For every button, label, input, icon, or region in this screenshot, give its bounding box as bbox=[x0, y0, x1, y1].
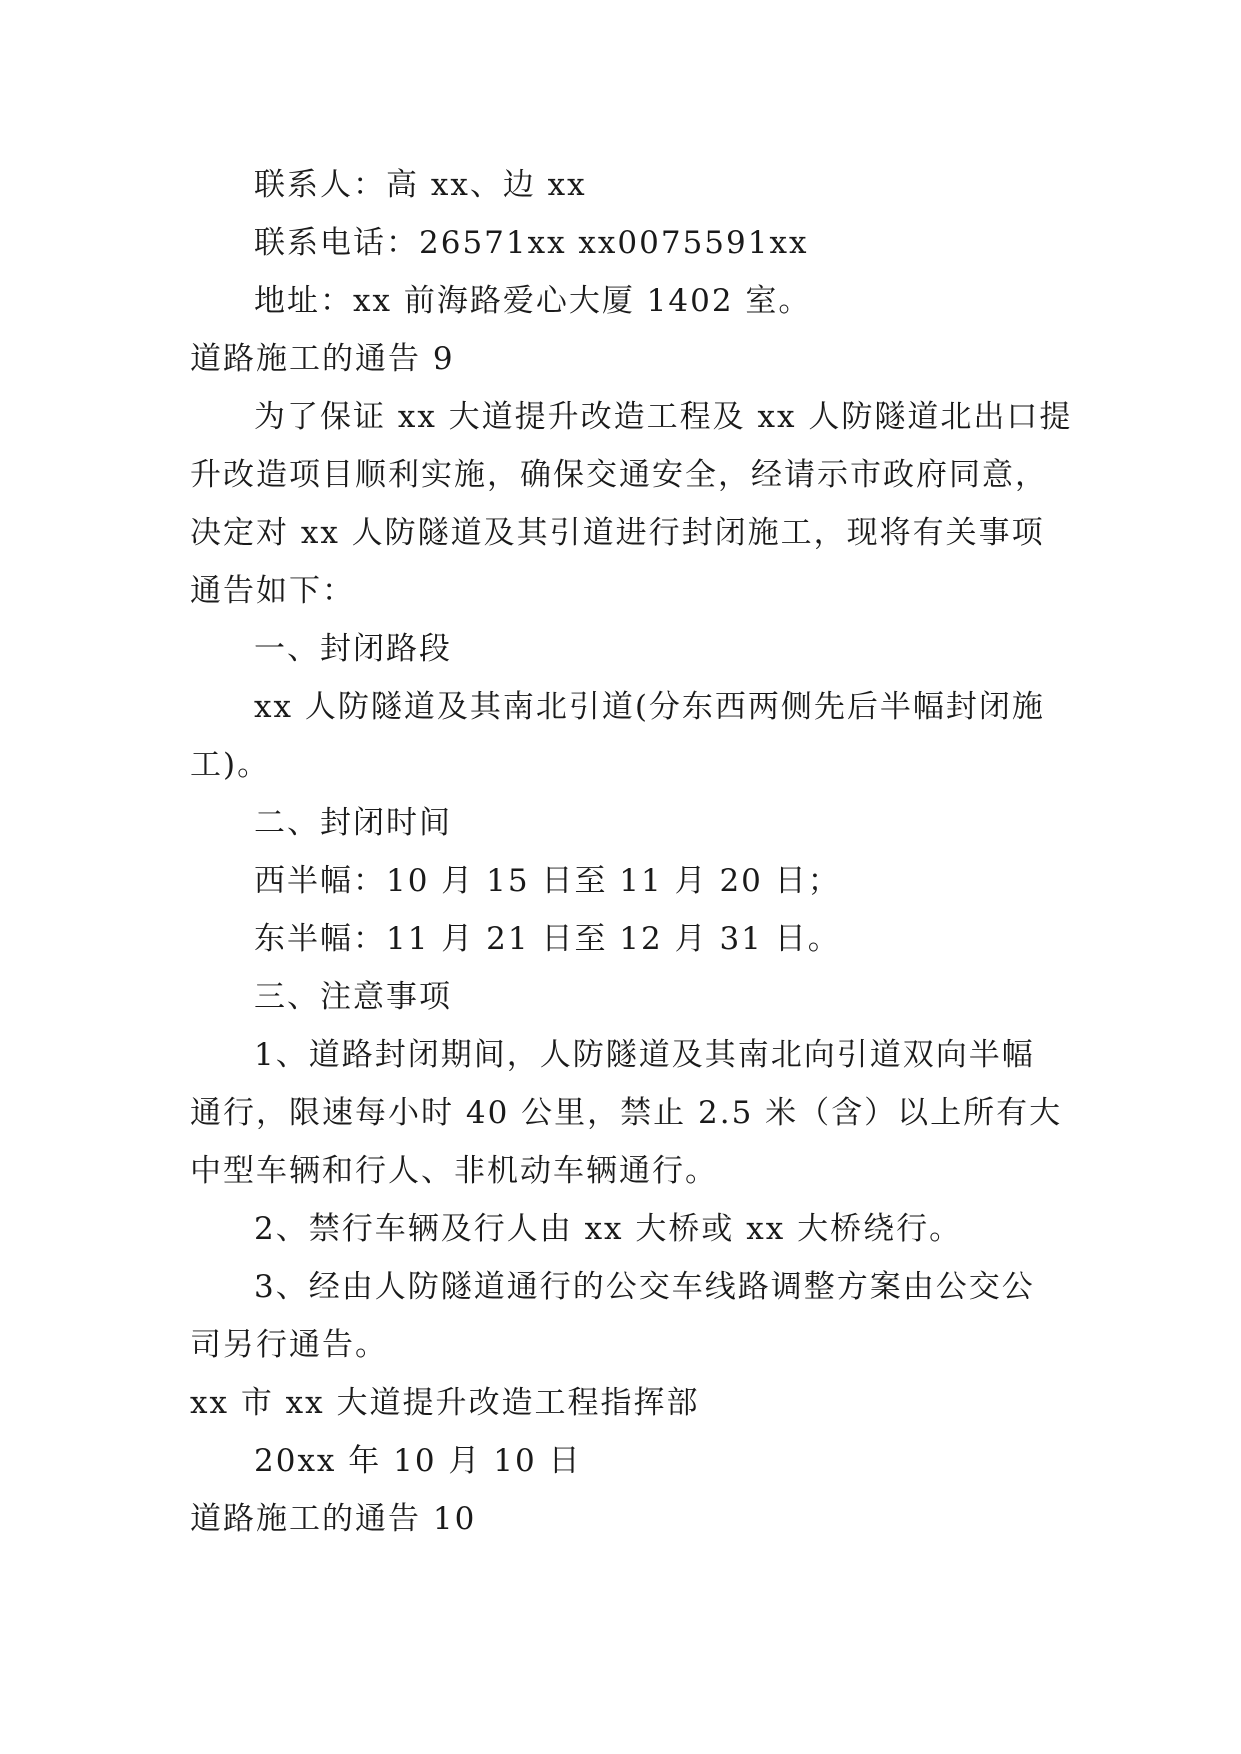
section-2-heading: 二、封闭时间 bbox=[254, 805, 452, 841]
contact-phone: 联系电话：26571xx xx0075591xx bbox=[254, 225, 809, 261]
intro-line-4: 通告如下： bbox=[190, 573, 355, 609]
item-2: 2、禁行车辆及行人由 xx 大桥或 xx 大桥绕行。 bbox=[254, 1211, 963, 1247]
item-1-line-3: 中型车辆和行人、非机动车辆通行。 bbox=[190, 1153, 718, 1189]
intro-line-2: 升改造项目顺利实施，确保交通安全，经请示市政府同意， bbox=[190, 457, 1048, 493]
section-1-heading: 一、封闭路段 bbox=[254, 631, 452, 667]
west-half-period: 西半幅：10 月 15 日至 11 月 20 日； bbox=[254, 863, 841, 899]
item-1-line-1: 1、道路封闭期间，人防隧道及其南北向引道双向半幅 bbox=[254, 1037, 1035, 1073]
intro-line-3: 决定对 xx 人防隧道及其引道进行封闭施工，现将有关事项 bbox=[190, 515, 1045, 551]
east-half-period: 东半幅：11 月 21 日至 12 月 31 日。 bbox=[254, 921, 841, 957]
notice-9-title: 道路施工的通告 9 bbox=[190, 341, 455, 377]
section-3-heading: 三、注意事项 bbox=[254, 979, 452, 1015]
contact-address: 地址：xx 前海路爱心大厦 1402 室。 bbox=[254, 283, 812, 319]
item-1-line-2: 通行，限速每小时 40 公里，禁止 2.5 米（含）以上所有大 bbox=[190, 1095, 1063, 1131]
section-1-body-line-2: 工)。 bbox=[190, 747, 271, 783]
item-3-line-1: 3、经由人防隧道通行的公交车线路调整方案由公交公 bbox=[254, 1269, 1035, 1305]
notice-10-title: 道路施工的通告 10 bbox=[190, 1501, 477, 1537]
item-3-line-2: 司另行通告。 bbox=[190, 1327, 388, 1363]
date: 20xx 年 10 月 10 日 bbox=[254, 1443, 582, 1479]
signature: xx 市 xx 大道提升改造工程指挥部 bbox=[190, 1385, 700, 1421]
contact-person: 联系人：高 xx、边 xx bbox=[254, 167, 587, 203]
section-1-body-line-1: xx 人防隧道及其南北引道(分东西两侧先后半幅封闭施 bbox=[254, 689, 1045, 725]
intro-line-1: 为了保证 xx 大道提升改造工程及 xx 人防隧道北出口提 bbox=[254, 399, 1073, 435]
